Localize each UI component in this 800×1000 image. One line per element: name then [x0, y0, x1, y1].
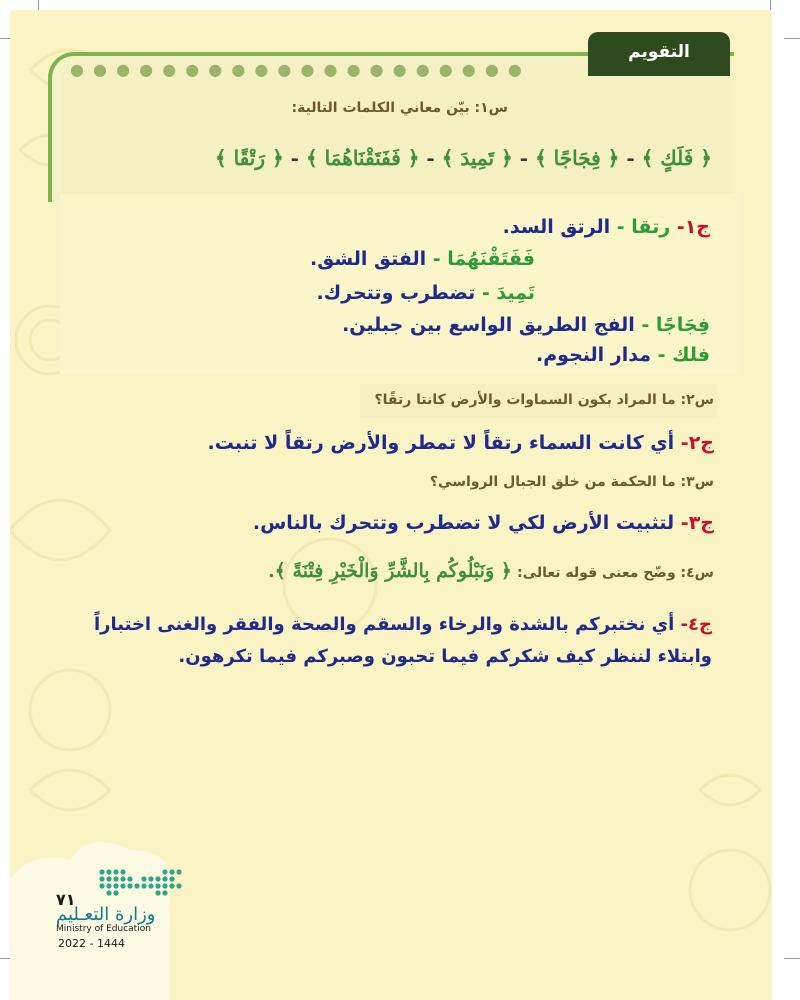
crop-mark-top-right-v — [770, 0, 771, 10]
answer-4-line-2 — [178, 646, 712, 667]
edition-year: 2022 - 1444 — [58, 937, 125, 950]
answer-1-term-2: فَفَتَقْنَهُمَا - — [432, 248, 535, 270]
answer-4-number: ج٤- — [680, 614, 712, 635]
answer-1-line-4 — [342, 314, 710, 336]
question-4-verse: ﴿ وَنَبْلُوكُم بِالشَّرِّ وَالْخَيْرِ فِتْنَةً ﴾. — [268, 560, 512, 582]
answer-2-text: أي كانت السماء رتقاً لا تمطر والأرض رتقاً لا تنبت. — [207, 432, 681, 454]
page-number: ٧١ — [56, 890, 76, 909]
ministry-dots-logo-icon — [96, 866, 188, 900]
word-separator: - — [619, 146, 642, 170]
answer-1-term-4: فِجَاجًا - — [641, 314, 710, 336]
answer-1-line-3 — [317, 282, 535, 304]
question-3: س٣: ما الحكمة من خلق الجبال الرواسي؟ — [429, 474, 714, 490]
crop-mark-top-right — [784, 38, 800, 39]
section-title: التقويم — [628, 42, 690, 62]
word-3: ﴿ تَمِيدَ ﴾ — [441, 146, 513, 170]
answer-1-def-2: الفتق الشق. — [310, 248, 433, 270]
ministry-name-english: Ministry of Education — [56, 924, 151, 934]
answer-1-term-5: فلك - — [657, 344, 710, 366]
crop-mark-bottom-right — [784, 958, 800, 959]
answer-1-line-2 — [310, 248, 535, 270]
word-1: ﴿ فَلَكٍ ﴾ — [641, 146, 712, 170]
question-1: س١: بيّن معاني الكلمات التالية: — [291, 100, 508, 116]
word-separator: - — [283, 146, 306, 170]
decorative-dots: ● ● ● ● ● ● ● ● ● ● ● ● ● ● ● ● ● ● ● ● — [70, 60, 524, 79]
answer-1-def-4: الفج الطريق الواسع بين جبلين. — [342, 314, 642, 336]
evaluation-panel-body — [62, 64, 730, 198]
answer-1-term-3: تَمِيدَ - — [481, 282, 535, 304]
question-4-prefix: س٤: وضّح معنى قوله تعالى: — [517, 565, 714, 581]
word-2: ﴿ فِجَاجًا ﴾ — [534, 146, 620, 170]
answer-1-line-5 — [536, 344, 710, 366]
word-5: ﴿ رَتْقًا ﴾ — [214, 146, 284, 170]
answer-2-number: ج٢- — [680, 432, 714, 454]
question-1-words — [215, 146, 712, 170]
question-2: س٢: ما المراد بكون السماوات والأرض كانتا رتقًا؟ — [374, 392, 714, 408]
ministry-name-arabic: وزارة التعـليم — [56, 904, 156, 925]
answer-3-text: لتثبيت الأرض لكي لا تضطرب وتتحرك بالناس. — [252, 512, 681, 534]
answer-4-line-1 — [94, 614, 712, 635]
answer-1-def-1: الرتق السد. — [502, 216, 617, 238]
question-4 — [268, 560, 714, 582]
answer-2 — [208, 432, 714, 454]
answer-1-line-1 — [503, 216, 710, 238]
answer-1-term-1: رتقا - — [616, 216, 671, 238]
word-4: ﴿ فَفَتَقْنَاهُمَا ﴾ — [305, 146, 420, 170]
answer-3-number: ج٣- — [680, 512, 714, 534]
answer-1-def-3: تضطرب وتتحرك. — [316, 282, 482, 304]
crop-mark-top-left-v — [38, 0, 39, 10]
word-separator: - — [419, 146, 442, 170]
answer-3 — [253, 512, 714, 534]
answer-1-def-5: مدار النجوم. — [536, 344, 658, 366]
answer-4-text-1: أي نختبركم بالشدة والرخاء والسقم والصحة والفقر والغنى اختباراً — [93, 614, 681, 635]
answer-1-number: ج١- — [676, 216, 710, 238]
answer-4-text-2: وابتلاء لننظر كيف شكركم فيما تحبون وصبركم فيما تكرهون. — [178, 646, 712, 667]
word-separator: - — [512, 146, 535, 170]
